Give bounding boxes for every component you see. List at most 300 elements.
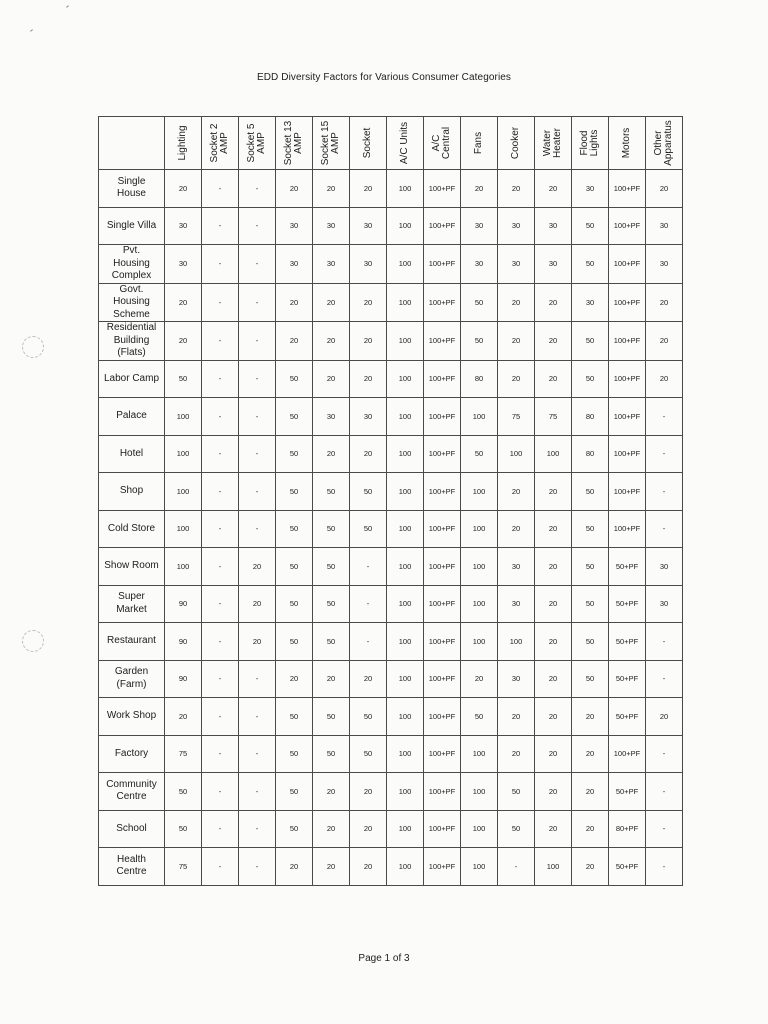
value-cell: 100+PF <box>424 360 461 398</box>
value-cell: 75 <box>498 398 535 436</box>
value-cell: - <box>646 735 683 773</box>
column-header <box>424 117 461 170</box>
value-cell: 100 <box>387 283 424 322</box>
value-cell: 20 <box>535 548 572 586</box>
value-cell: 20 <box>535 510 572 548</box>
value-cell: 50+PF <box>609 698 646 736</box>
value-cell: 50 <box>165 360 202 398</box>
value-cell: - <box>646 435 683 473</box>
column-header <box>646 117 683 170</box>
value-cell: 20 <box>350 848 387 886</box>
category-cell: Govt. Housing Scheme <box>99 283 165 322</box>
value-cell: 100 <box>165 510 202 548</box>
column-header <box>202 117 239 170</box>
value-cell: 20 <box>646 698 683 736</box>
table-row <box>99 735 683 773</box>
value-cell: - <box>350 585 387 623</box>
column-header <box>498 117 535 170</box>
column-header-label: Socket 15 AMP <box>320 120 341 166</box>
value-cell: 20 <box>535 773 572 811</box>
table-row <box>99 207 683 245</box>
column-header-label: Other Apparatus <box>653 120 674 166</box>
value-cell: 50+PF <box>609 773 646 811</box>
value-cell: 50 <box>572 207 609 245</box>
value-cell: - <box>239 810 276 848</box>
value-cell: 20 <box>535 360 572 398</box>
category-cell: Restaurant <box>99 623 165 661</box>
value-cell: 100+PF <box>424 623 461 661</box>
value-cell: - <box>646 510 683 548</box>
table-body <box>99 170 683 886</box>
value-cell: - <box>202 585 239 623</box>
value-cell: 50 <box>461 698 498 736</box>
scan-speck <box>30 29 33 32</box>
category-cell: Shop <box>99 473 165 511</box>
value-cell: 50 <box>350 473 387 511</box>
value-cell: 20 <box>165 698 202 736</box>
category-cell: Show Room <box>99 548 165 586</box>
value-cell: 20 <box>646 322 683 361</box>
value-cell: 100 <box>387 473 424 511</box>
column-header-label: Flood Lights <box>579 129 600 157</box>
column-header-label: A/C Units <box>399 121 410 165</box>
table-row <box>99 623 683 661</box>
value-cell: 100+PF <box>609 735 646 773</box>
value-cell: 50 <box>313 473 350 511</box>
value-cell: 100+PF <box>424 585 461 623</box>
category-cell: Palace <box>99 398 165 436</box>
value-cell: 30 <box>350 207 387 245</box>
value-cell: 50 <box>165 810 202 848</box>
value-cell: - <box>239 435 276 473</box>
value-cell: 100 <box>387 698 424 736</box>
value-cell: 100 <box>461 585 498 623</box>
value-cell: 20 <box>276 283 313 322</box>
value-cell: - <box>202 398 239 436</box>
value-cell: - <box>350 548 387 586</box>
value-cell: 50 <box>498 810 535 848</box>
value-cell: 30 <box>498 548 535 586</box>
column-header-label: Lighting <box>177 125 188 161</box>
value-cell: 50 <box>572 660 609 698</box>
value-cell: - <box>646 810 683 848</box>
value-cell: 50 <box>276 398 313 436</box>
document-title: EDD Diversity Factors for Various Consumer Categories <box>256 72 512 83</box>
column-header-label: Fans <box>473 131 484 155</box>
value-cell: - <box>202 322 239 361</box>
value-cell: 20 <box>313 283 350 322</box>
value-cell: 50 <box>276 510 313 548</box>
value-cell: - <box>239 207 276 245</box>
category-cell: Super Market <box>99 585 165 623</box>
value-cell: 50 <box>350 698 387 736</box>
value-cell: 100+PF <box>424 245 461 284</box>
column-header <box>609 117 646 170</box>
value-cell: 50 <box>276 473 313 511</box>
value-cell: 100+PF <box>424 810 461 848</box>
value-cell: 80+PF <box>609 810 646 848</box>
value-cell: 100+PF <box>609 435 646 473</box>
value-cell: - <box>202 170 239 208</box>
value-cell: - <box>202 510 239 548</box>
value-cell: 30 <box>276 245 313 284</box>
value-cell: 20 <box>498 283 535 322</box>
value-cell: - <box>498 848 535 886</box>
value-cell: 50+PF <box>609 660 646 698</box>
category-cell: Hotel <box>99 435 165 473</box>
table-row <box>99 848 683 886</box>
punch-hole-mark <box>22 630 44 652</box>
value-cell: 50 <box>572 623 609 661</box>
value-cell: 20 <box>572 735 609 773</box>
value-cell: - <box>239 360 276 398</box>
value-cell: 50 <box>313 510 350 548</box>
value-cell: 50 <box>165 773 202 811</box>
value-cell: - <box>239 473 276 511</box>
value-cell: 100 <box>387 207 424 245</box>
value-cell: - <box>239 773 276 811</box>
column-header-label: Socket <box>362 127 373 159</box>
value-cell: - <box>239 510 276 548</box>
value-cell: 30 <box>498 585 535 623</box>
table-row <box>99 283 683 322</box>
value-cell: 50+PF <box>609 848 646 886</box>
value-cell: 75 <box>165 735 202 773</box>
value-cell: 90 <box>165 585 202 623</box>
column-header <box>165 117 202 170</box>
value-cell: 50 <box>572 510 609 548</box>
value-cell: 50 <box>572 548 609 586</box>
value-cell: 20 <box>239 548 276 586</box>
value-cell: 100+PF <box>424 548 461 586</box>
value-cell: - <box>202 735 239 773</box>
value-cell: - <box>239 660 276 698</box>
value-cell: 20 <box>350 170 387 208</box>
value-cell: 100+PF <box>609 207 646 245</box>
table-row <box>99 510 683 548</box>
value-cell: 100 <box>387 510 424 548</box>
value-cell: - <box>202 660 239 698</box>
value-cell: 50 <box>313 623 350 661</box>
value-cell: 100 <box>387 245 424 284</box>
value-cell: - <box>202 245 239 284</box>
table-row <box>99 473 683 511</box>
value-cell: 20 <box>535 810 572 848</box>
value-cell: 30 <box>313 245 350 284</box>
value-cell: 75 <box>535 398 572 436</box>
value-cell: 20 <box>498 360 535 398</box>
value-cell: 100+PF <box>609 473 646 511</box>
value-cell: 100+PF <box>424 283 461 322</box>
table-row <box>99 435 683 473</box>
value-cell: 20 <box>646 170 683 208</box>
value-cell: - <box>646 848 683 886</box>
value-cell: - <box>202 848 239 886</box>
value-cell: 20 <box>350 283 387 322</box>
value-cell: 100+PF <box>424 660 461 698</box>
value-cell: 20 <box>313 360 350 398</box>
value-cell: 100 <box>165 398 202 436</box>
table-row <box>99 810 683 848</box>
value-cell: 20 <box>165 170 202 208</box>
value-cell: 50 <box>498 773 535 811</box>
value-cell: 50 <box>276 360 313 398</box>
value-cell: 50 <box>276 698 313 736</box>
value-cell: 20 <box>535 623 572 661</box>
value-cell: 50 <box>350 510 387 548</box>
value-cell: 20 <box>646 360 683 398</box>
category-cell: School <box>99 810 165 848</box>
value-cell: 100+PF <box>424 473 461 511</box>
table-row <box>99 585 683 623</box>
column-header <box>535 117 572 170</box>
value-cell: 20 <box>572 848 609 886</box>
value-cell: - <box>239 245 276 284</box>
column-header <box>239 117 276 170</box>
value-cell: 20 <box>350 810 387 848</box>
value-cell: 20 <box>535 283 572 322</box>
value-cell: 30 <box>498 207 535 245</box>
value-cell: 20 <box>276 322 313 361</box>
value-cell: - <box>646 623 683 661</box>
value-cell: 50 <box>276 623 313 661</box>
value-cell: 20 <box>498 698 535 736</box>
category-cell: Single Villa <box>99 207 165 245</box>
category-cell: Cold Store <box>99 510 165 548</box>
page-number: Page 1 of 3 <box>358 953 410 964</box>
value-cell: 20 <box>498 510 535 548</box>
value-cell: 20 <box>535 170 572 208</box>
value-cell: - <box>350 623 387 661</box>
value-cell: 100 <box>387 773 424 811</box>
diversity-factors-table <box>98 116 683 886</box>
value-cell: 50 <box>572 245 609 284</box>
value-cell: 30 <box>313 398 350 436</box>
value-cell: - <box>239 322 276 361</box>
value-cell: 20 <box>239 585 276 623</box>
value-cell: 30 <box>165 207 202 245</box>
value-cell: - <box>646 660 683 698</box>
table-row <box>99 548 683 586</box>
value-cell: 100 <box>387 170 424 208</box>
value-cell: 100 <box>461 548 498 586</box>
value-cell: 20 <box>535 660 572 698</box>
value-cell: 100 <box>387 322 424 361</box>
value-cell: 100 <box>461 473 498 511</box>
value-cell: 50+PF <box>609 548 646 586</box>
value-cell: 20 <box>165 283 202 322</box>
value-cell: 100 <box>498 623 535 661</box>
value-cell: 50 <box>572 585 609 623</box>
value-cell: 100+PF <box>609 322 646 361</box>
value-cell: - <box>239 698 276 736</box>
table-row <box>99 773 683 811</box>
column-header <box>572 117 609 170</box>
value-cell: 30 <box>646 245 683 284</box>
value-cell: 100+PF <box>424 510 461 548</box>
value-cell: 100+PF <box>424 207 461 245</box>
value-cell: - <box>202 207 239 245</box>
value-cell: 50 <box>572 473 609 511</box>
value-cell: 100 <box>461 623 498 661</box>
value-cell: 20 <box>239 623 276 661</box>
table-row <box>99 398 683 436</box>
category-cell: Factory <box>99 735 165 773</box>
value-cell: 50+PF <box>609 585 646 623</box>
table-row <box>99 322 683 361</box>
value-cell: 100 <box>387 585 424 623</box>
column-header <box>350 117 387 170</box>
value-cell: 20 <box>313 170 350 208</box>
value-cell: - <box>239 735 276 773</box>
value-cell: 20 <box>350 660 387 698</box>
value-cell: 20 <box>276 660 313 698</box>
value-cell: 30 <box>572 283 609 322</box>
category-cell: Labor Camp <box>99 360 165 398</box>
column-header-label: Cooker <box>510 126 521 160</box>
value-cell: 20 <box>313 660 350 698</box>
value-cell: 100 <box>461 848 498 886</box>
value-cell: 20 <box>313 848 350 886</box>
value-cell: 20 <box>646 283 683 322</box>
value-cell: 50 <box>276 548 313 586</box>
value-cell: 50+PF <box>609 623 646 661</box>
value-cell: 100 <box>387 660 424 698</box>
table-header-row <box>99 117 683 170</box>
value-cell: 30 <box>276 207 313 245</box>
value-cell: 20 <box>461 660 498 698</box>
value-cell: - <box>202 773 239 811</box>
value-cell: 20 <box>572 810 609 848</box>
value-cell: 30 <box>535 245 572 284</box>
column-header-label: Socket 13 AMP <box>283 120 304 166</box>
value-cell: 100+PF <box>609 360 646 398</box>
value-cell: 100+PF <box>424 735 461 773</box>
value-cell: 50 <box>350 735 387 773</box>
column-header-label: Socket 2 AMP <box>209 123 230 163</box>
table-row <box>99 245 683 284</box>
table-row <box>99 170 683 208</box>
category-cell: Health Centre <box>99 848 165 886</box>
value-cell: 100+PF <box>424 170 461 208</box>
value-cell: 90 <box>165 660 202 698</box>
value-cell: 30 <box>498 245 535 284</box>
value-cell: - <box>202 360 239 398</box>
value-cell: 100 <box>461 510 498 548</box>
value-cell: - <box>202 810 239 848</box>
value-cell: - <box>202 548 239 586</box>
value-cell: 20 <box>276 170 313 208</box>
value-cell: 100+PF <box>609 283 646 322</box>
value-cell: 100 <box>165 473 202 511</box>
value-cell: 50 <box>313 585 350 623</box>
value-cell: 100+PF <box>424 848 461 886</box>
value-cell: - <box>202 435 239 473</box>
value-cell: 100+PF <box>424 435 461 473</box>
value-cell: 100 <box>461 773 498 811</box>
value-cell: 80 <box>572 435 609 473</box>
column-header-label: Water Heater <box>542 127 563 159</box>
column-header <box>461 117 498 170</box>
column-header-label: Motors <box>621 127 632 159</box>
value-cell: 20 <box>313 810 350 848</box>
value-cell: - <box>239 848 276 886</box>
value-cell: 100 <box>165 548 202 586</box>
value-cell: 80 <box>572 398 609 436</box>
value-cell: - <box>239 398 276 436</box>
value-cell: - <box>646 773 683 811</box>
value-cell: 50 <box>572 322 609 361</box>
value-cell: 30 <box>461 245 498 284</box>
value-cell: 50 <box>276 810 313 848</box>
value-cell: 20 <box>313 773 350 811</box>
value-cell: 100 <box>461 735 498 773</box>
value-cell: 100 <box>387 735 424 773</box>
value-cell: 30 <box>165 245 202 284</box>
value-cell: - <box>239 283 276 322</box>
value-cell: 100 <box>387 360 424 398</box>
category-cell: Pvt. Housing Complex <box>99 245 165 284</box>
value-cell: 100+PF <box>609 510 646 548</box>
category-cell: Single House <box>99 170 165 208</box>
value-cell: 50 <box>276 735 313 773</box>
value-cell: 50 <box>461 322 498 361</box>
value-cell: 20 <box>498 473 535 511</box>
value-cell: 50 <box>572 360 609 398</box>
value-cell: 75 <box>165 848 202 886</box>
value-cell: 20 <box>572 773 609 811</box>
value-cell: 30 <box>646 548 683 586</box>
value-cell: 100+PF <box>424 698 461 736</box>
value-cell: 20 <box>535 585 572 623</box>
value-cell: 30 <box>572 170 609 208</box>
value-cell: - <box>646 398 683 436</box>
value-cell: 100 <box>165 435 202 473</box>
value-cell: - <box>202 698 239 736</box>
value-cell: 100 <box>387 548 424 586</box>
value-cell: 20 <box>313 435 350 473</box>
column-header <box>313 117 350 170</box>
value-cell: 100 <box>461 810 498 848</box>
value-cell: 30 <box>646 585 683 623</box>
value-cell: 50 <box>313 698 350 736</box>
value-cell: 100+PF <box>424 322 461 361</box>
value-cell: 100+PF <box>609 245 646 284</box>
value-cell: 20 <box>498 322 535 361</box>
value-cell: 100 <box>387 810 424 848</box>
value-cell: 50 <box>276 585 313 623</box>
corner-cell <box>99 117 165 170</box>
value-cell: 100 <box>387 848 424 886</box>
value-cell: 100 <box>498 435 535 473</box>
value-cell: 50 <box>276 435 313 473</box>
value-cell: 20 <box>313 322 350 361</box>
punch-hole-mark <box>22 336 44 358</box>
value-cell: - <box>646 473 683 511</box>
table-row <box>99 660 683 698</box>
value-cell: 30 <box>350 398 387 436</box>
scan-speck <box>66 5 69 8</box>
value-cell: 100+PF <box>424 773 461 811</box>
column-header <box>387 117 424 170</box>
value-cell: 30 <box>498 660 535 698</box>
value-cell: 100 <box>387 398 424 436</box>
value-cell: - <box>202 623 239 661</box>
value-cell: 20 <box>350 322 387 361</box>
value-cell: 20 <box>165 322 202 361</box>
value-cell: 20 <box>535 698 572 736</box>
value-cell: 50 <box>313 548 350 586</box>
